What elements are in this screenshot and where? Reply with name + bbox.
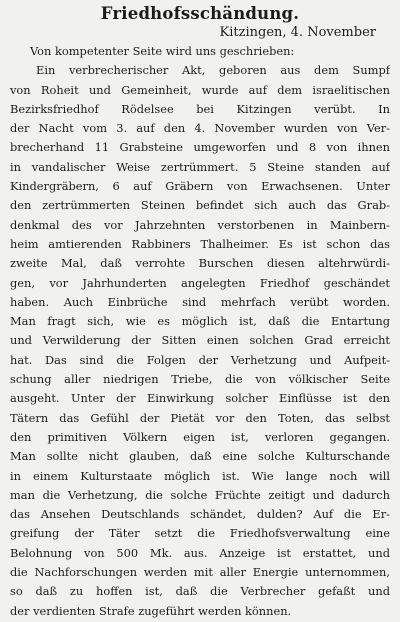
- article-line: Man fragt sich, wie es möglich ist, daß die Entartung: [10, 314, 390, 329]
- article-line: man die Verhetzung, die solche Früchte zeitigt und dadurch: [10, 487, 390, 502]
- article-line: und Verwilderung der Sitten einen solchen Grad erreicht: [10, 333, 390, 348]
- article-line: Kindergräbern, 6 auf Gräbern von Erwachsenen. Unter: [10, 179, 390, 194]
- article-line: in einem Kulturstaate möglich ist. Wie lange noch will: [10, 468, 390, 483]
- article-line: Ein verbrecherischer Akt, geboren aus dem Sumpf: [36, 63, 390, 78]
- article-line: heim amtierenden Rabbiners Thalheimer. Es ist schon das: [10, 236, 390, 251]
- article-line: gen, vor Jahrhunderten angelegten Friedhof geschändet: [10, 275, 390, 290]
- article-line: die Nachforschungen werden mit aller Energie unternommen,: [10, 565, 390, 580]
- article-line: greifung der Täter setzt die Friedhofsverwaltung eine: [10, 526, 390, 541]
- article-line: Von kompetenter Seite wird uns geschrieben:: [30, 44, 295, 58]
- article-dateline: Kitzingen, 4. November: [219, 25, 376, 40]
- article-line: der verdienten Strafe zugeführt werden können.: [10, 603, 292, 618]
- article-line: Man sollte nicht glauben, daß eine solche Kulturschande: [10, 449, 390, 464]
- article-line: brecherhand 11 Grabsteine umgeworfen und 8 von ihnen: [10, 140, 390, 155]
- article-line: den primitiven Völkern eigen ist, verloren gegangen.: [10, 429, 390, 444]
- article-line: Bezirksfriedhof Rödelsee bei Kitzingen verübt. In: [10, 101, 390, 116]
- article-line: haben. Auch Einbrüche sind mehrfach verübt worden.: [10, 294, 390, 309]
- article-title: Friedhofsschändung.: [100, 4, 300, 23]
- article-line: der Nacht vom 3. auf den 4. November wurden von Ver-: [10, 121, 390, 136]
- article-line: in vandalischer Weise zertrümmert. 5 Steine standen auf: [10, 159, 390, 174]
- article-line: zweite Mal, daß verrohte Burschen diesen altehrwürdi-: [10, 256, 390, 271]
- article-line: den zertrümmerten Steinen befindet sich auch das Grab-: [10, 198, 390, 213]
- article-line: denkmal des vor Jahrzehnten verstorbenen in Mainbern-: [10, 217, 390, 232]
- article-line: hat. Das sind die Folgen der Verhetzung und Aufpeit-: [10, 352, 390, 367]
- article-line: so daß zu hoffen ist, daß die Verbrecher gefaßt und: [10, 584, 390, 599]
- article-line: schung aller niedrigen Triebe, die von völkischer Seite: [10, 372, 390, 387]
- article-line: Tätern das Gefühl der Pietät vor den Toten, das selbst: [10, 410, 390, 425]
- article-line: Belohnung von 500 Mk. aus. Anzeige ist erstattet, und: [10, 545, 390, 560]
- article-line: ausgeht. Unter der Einwirkung solcher Einflüsse ist den: [10, 391, 390, 406]
- article-body: [10, 42, 390, 621]
- article-line: von Roheit und Gemeinheit, wurde auf dem israelitischen: [10, 82, 390, 97]
- article-line: das Ansehen Deutschlands schändet, dulden? Auf die Er-: [10, 507, 390, 522]
